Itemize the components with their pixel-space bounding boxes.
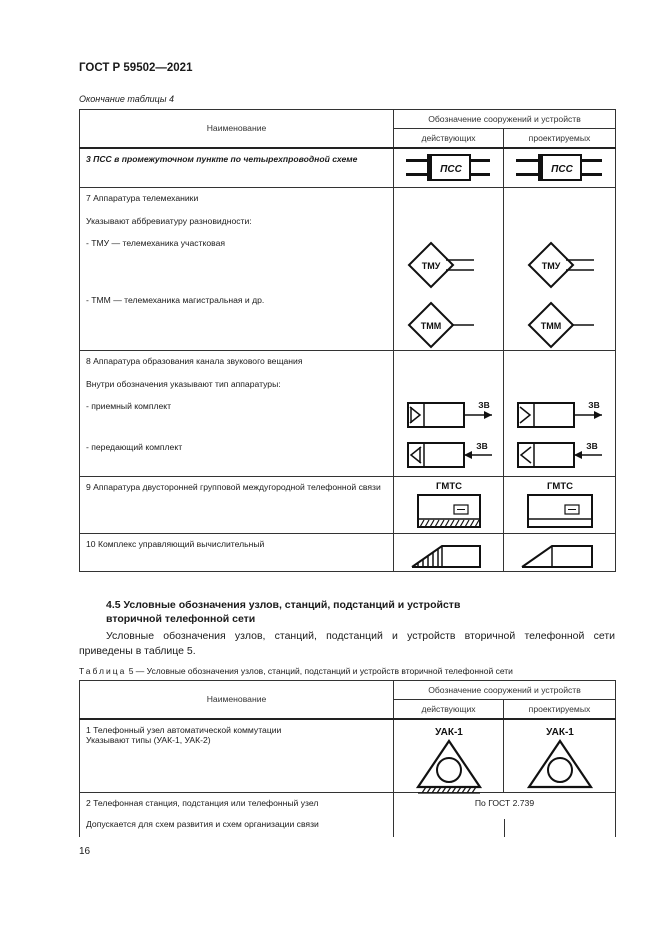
table-row — [80, 719, 394, 793]
complex-planned-symbol — [504, 534, 616, 572]
table-row — [80, 477, 394, 534]
gmts-label: ГМТС — [436, 481, 462, 492]
header-planned: проектируемых — [504, 129, 616, 148]
row-note: Указывают типы (УАК-1, УАК-2) — [86, 735, 211, 746]
telemech-planned-symbols — [504, 188, 616, 351]
table-4 — [79, 109, 616, 572]
table-row — [80, 534, 394, 572]
gost-reference — [394, 793, 616, 837]
row-title: 3 ПСС в промежуточном пункте по четырехпроводной схеме — [86, 153, 358, 164]
row-note: Допускается для схем развития и схем организации связи — [86, 818, 319, 829]
header-group: Обозначение сооружений и устройств — [394, 110, 616, 129]
tmm-label: ТММ — [540, 321, 562, 331]
row-item: - ТММ — телемеханика магистральная и др. — [86, 295, 265, 306]
table5-caption — [79, 666, 513, 676]
header-group: Обозначение сооружений и устройств — [394, 681, 616, 700]
row-note: Указывают аббревиатуру разновидности: — [86, 215, 252, 226]
table-row — [80, 148, 394, 188]
section-paragraph: Условные обозначения узлов, станций, подстанций и устройств вторичной телефонной сети приведены в таблице 5. — [79, 630, 615, 658]
gmts-existing-symbol — [394, 477, 504, 534]
row-item: - приемный комплект — [86, 401, 172, 412]
page-number: 16 — [79, 846, 91, 857]
pss-planned-symbol — [504, 148, 616, 188]
row-title: 10 Комплекс управляющий вычислительный — [86, 539, 265, 549]
sound-label: ЗВ — [476, 441, 488, 451]
section-heading — [106, 598, 460, 626]
complex-existing-symbol — [394, 534, 504, 572]
row-title: 1 Телефонный узел автоматической коммутации — [86, 724, 282, 735]
row-item: - ТМУ — телемеханика участковая — [86, 238, 226, 249]
table5-caption-text: 5 — Условные обозначения узлов, станций, подстанций и устройств вторичной телефонной сети — [128, 666, 513, 676]
row-title: 2 Телефонная станция, подстанция или телефонный узел — [86, 798, 319, 808]
pss-existing-symbol — [394, 148, 504, 188]
row-title: 7 Аппаратура телемеханики — [86, 193, 199, 203]
column-divider — [504, 819, 505, 837]
gmts-planned-symbol — [504, 477, 616, 534]
section-heading-line: 4.5 Условные обозначения узлов, станций, подстанций и устройств — [106, 599, 461, 611]
table4-caption: Окончание таблицы 4 — [79, 94, 174, 104]
uak-existing-symbol — [394, 719, 504, 793]
header-name: Наименование — [80, 110, 394, 148]
tmu-label: ТМУ — [541, 261, 561, 271]
uak-planned-symbol — [504, 719, 616, 793]
row-item: - передающий комплект — [86, 442, 183, 453]
row-title: 8 Аппаратура образования канала звукового вещания — [86, 356, 303, 366]
section-heading-line: вторичной телефонной сети — [106, 613, 256, 626]
tmu-label: ТМУ — [421, 261, 441, 271]
header-planned: проектируемых — [504, 700, 616, 719]
header-name: Наименование — [80, 681, 394, 719]
sound-existing-symbols — [394, 351, 504, 477]
row-note: Внутри обозначения указывают тип аппаратуры: — [86, 378, 281, 389]
sound-label: ЗВ — [586, 441, 598, 451]
header-existing: действующих — [394, 700, 504, 719]
row-title: 9 Аппаратура двусторонней групповой междугородной телефонной связи — [86, 482, 381, 492]
uak-label: УАК-1 — [546, 726, 574, 738]
table5-caption-lead: Таблица — [79, 666, 127, 676]
table-row — [80, 351, 394, 477]
gost-reference-text: По ГОСТ 2.739 — [474, 798, 535, 808]
table-row — [80, 188, 394, 351]
header-existing: действующих — [394, 129, 504, 148]
pss-label: ПСС — [551, 163, 573, 175]
gmts-label: ГМТС — [547, 481, 573, 492]
document-id: ГОСТ Р 59502—2021 — [79, 62, 193, 74]
tmm-label: ТММ — [420, 321, 442, 331]
table-row — [80, 793, 394, 837]
sound-label: ЗВ — [478, 400, 490, 410]
table-5 — [79, 680, 616, 837]
sound-label: ЗВ — [588, 400, 600, 410]
sound-planned-symbols — [504, 351, 616, 477]
telemech-existing-symbols — [394, 188, 504, 351]
pss-label: ПСС — [440, 163, 462, 175]
uak-label: УАК-1 — [435, 726, 463, 738]
